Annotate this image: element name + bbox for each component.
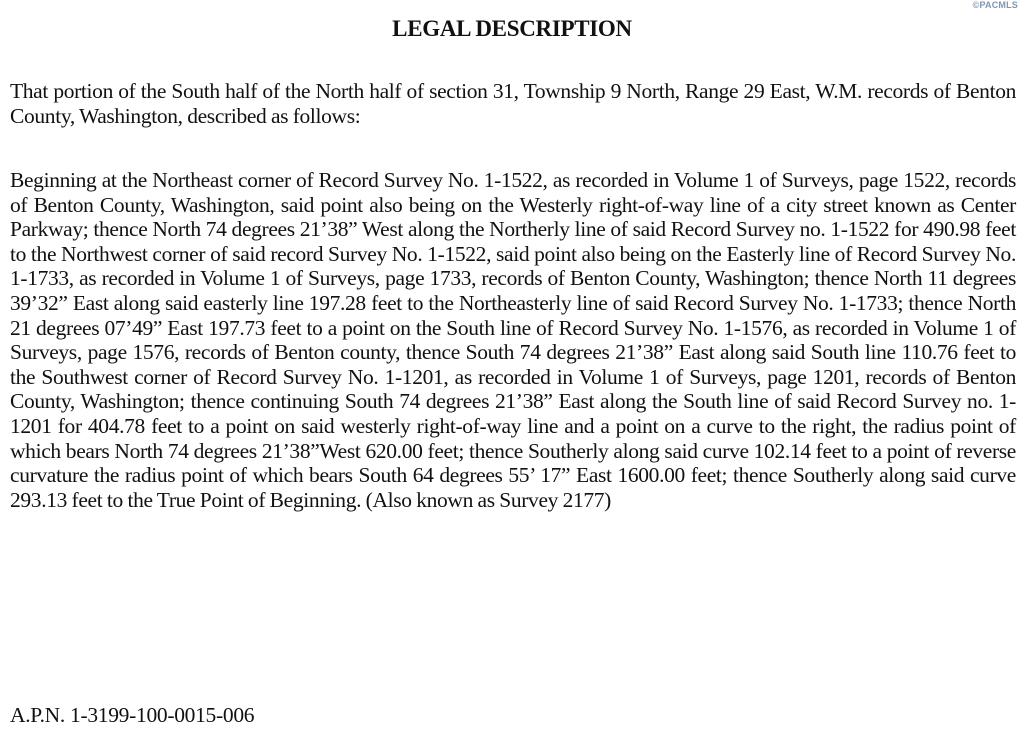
legal-description-body: Beginning at the Northeast corner of Record Survey No. 1-1522, as recorded in Volume 1 of Surveys, page 1522, records of Benton County, Washington, said point also being on the Westerly right-of-way line of a city street known as Center Parkway; thence North 74 degrees 21’38” West along the Northerly line of said Record Survey no. 1-1522 for 490.98 feet to the Northwest corner of said record Survey No. 1-1522, said point also being on the Easterly line of Record Survey No. 1-1733, as recorded in Volume 1 of Surveys, page 1733, records of Benton County, Washington; thence North 11 degrees 39’32” East along said easterly line 197.28 feet to the Northeasterly line of said Record Survey No. 1-1733; thence North 21 degrees 07’49” East 197.73 feet to a point on the South line of Record Survey No. 1-1576, as recorded in Volume 1 of Surveys, page 1576, records of Benton county, thence South 74 degrees 21’38” East along said South line 110.76 feet to the Southwest corner of Record Survey No. 1-1201, as recorded in Volume 1 of Surveys, page 1201, records of Benton County, Washington; thence continuing South 74 degrees 21’38” East along the South line of said Record Survey no. 1-1201 for 404.78 feet to a point on said westerly right-of-way line and a point on a curve to the right, the radius point of which bears North 74 degrees 21’38”West 620.00 feet; thence Southerly along said curve 102.14 feet to a point of reverse curvature the radius point of which bears South 64 degrees 55’ 17” East 1600.00 feet; thence Southerly along said curve 293.13 feet to the True Point of Beginning. (Also known as Survey 2177) — [10, 168, 1016, 512]
pacmls-watermark: ©PACMLS — [972, 0, 1018, 10]
document-title: LEGAL DESCRIPTION — [392, 16, 632, 41]
intro-paragraph: That portion of the South half of the North half of section 31, Township 9 North, Range 29 East, W.M. records of Benton County, Washington, described as follows: — [10, 79, 1016, 128]
apn-number: A.P.N. 1-3199-100-0015-006 — [10, 703, 255, 727]
